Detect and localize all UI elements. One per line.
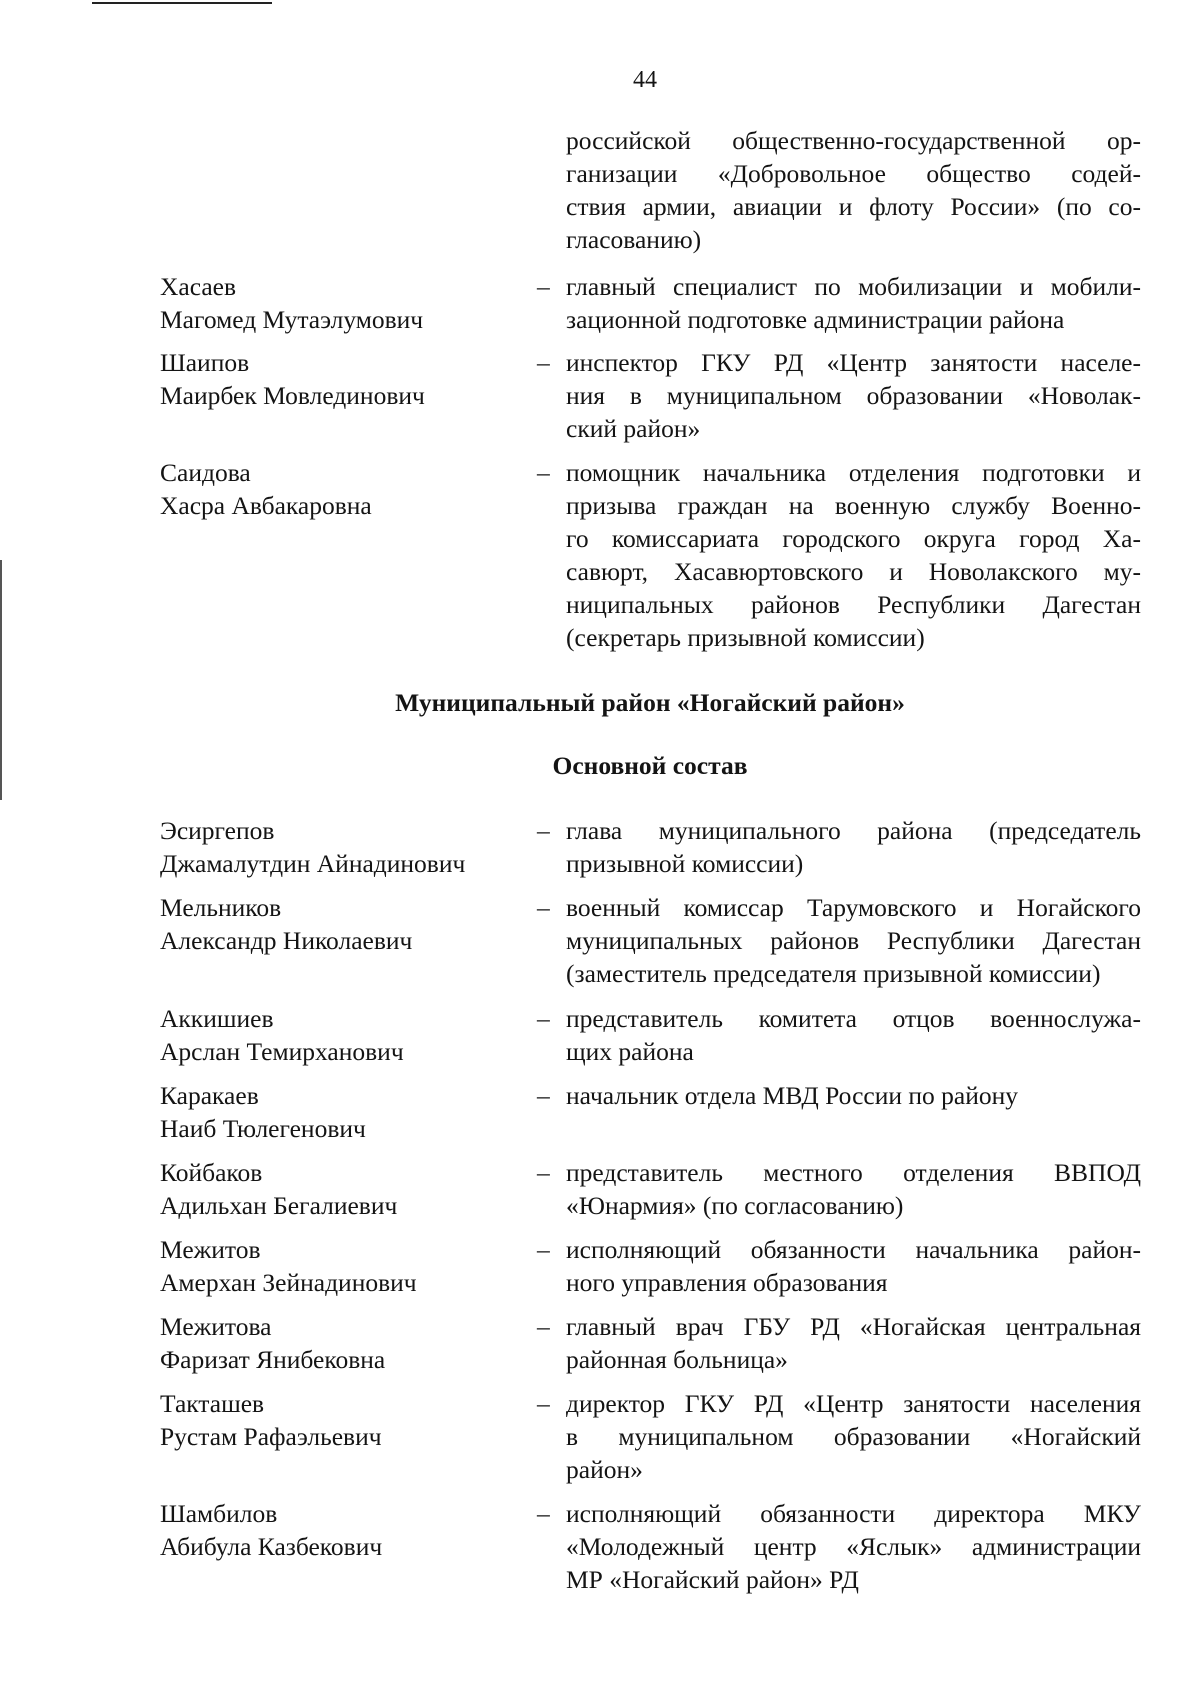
member-name: Шамбилов Абибула Казбекович [160,1499,383,1561]
member-name: Межитова Фаризат Янибековна [160,1312,386,1374]
member-role: исполняющий обязанности начальника район- ного управления образования [566,1235,1141,1297]
member-role: главный специалист по мобилизации и мобили- зационной подготовке администрации района [566,272,1141,334]
member-name: Шаипов Маирбек Мовлединович [160,348,425,410]
member-role: исполняющий обязанности директора МКУ «Молодежный центр «Яслык» администрации МР «Ногайский район» РД [566,1499,1141,1594]
member-name: Межитов Амерхан Зейнадинович [160,1235,417,1297]
dash-separator: – [537,348,550,377]
member-name: Мельников Александр Николаевич [160,893,413,955]
member-role: директор ГКУ РД «Центр занятости населения в муниципальном образовании «Ногайский район» [566,1389,1141,1484]
member-name: Хасаев Магомед Мутаэлумович [160,272,424,334]
member-role: инспектор ГКУ РД «Центр занятости населе- ния в муниципальном образовании «Новолак- ский район» [566,348,1141,443]
member-name: Эсиргепов Джамалутдин Айнадинович [160,816,466,878]
member-role: главный врач ГБУ РД «Ногайская центральная районная больница» [566,1312,1141,1374]
member-role: помощник начальника отделения подготовки и призыва граждан на военную службу Военно- го комиссариата городского округа город Ха- савюрт, Хасавюртовского и Новолакского му- ниципальных районов Республики Дагестан (секретарь призывной комиссии) [566,458,1141,652]
dash-separator: – [537,1389,550,1418]
member-name: Койбаков Адильхан Бегалиевич [160,1158,398,1220]
dash-separator: – [537,272,550,301]
member-name: Такташев Рустам Рафаэльевич [160,1389,382,1451]
dash-separator: – [537,893,550,922]
member-name: Саидова Хасра Авбакаровна [160,458,372,520]
dash-separator: – [537,1004,550,1033]
member-role: начальник отдела МВД России по району [566,1081,1019,1110]
section-title: Муниципальный район «Ногайский район» [395,688,905,717]
member-role: представитель местного отделения ВВПОД «Юнармия» (по согласованию) [566,1158,1141,1220]
member-name: Аккишиев Арслан Темирханович [160,1004,404,1066]
dash-separator: – [537,1158,550,1187]
role-description: российской общественно-государственной ор- ганизации «Добровольное общество содей- ствия армии, авиации и флоту России» (по со- гласованию) [566,126,1141,254]
dash-separator: – [537,816,550,845]
member-role: глава муниципального района (председатель призывной комиссии) [566,816,1141,878]
member-name: Каракаев Наиб Тюлегенович [160,1081,366,1143]
scan-artifact-line [92,2,272,4]
member-role: представитель комитета отцов военнослужа- щих района [566,1004,1141,1066]
member-role: военный комиссар Тарумовского и Ногайского муниципальных районов Республики Дагестан (заместитель председателя призывной комиссии) [566,893,1141,988]
dash-separator: – [537,1312,550,1341]
dash-separator: – [537,1235,550,1264]
dash-separator: – [537,1499,550,1528]
dash-separator: – [537,458,550,487]
section-subtitle: Основной состав [552,751,748,780]
dash-separator: – [537,1081,550,1110]
page-number: 44 [633,67,657,93]
